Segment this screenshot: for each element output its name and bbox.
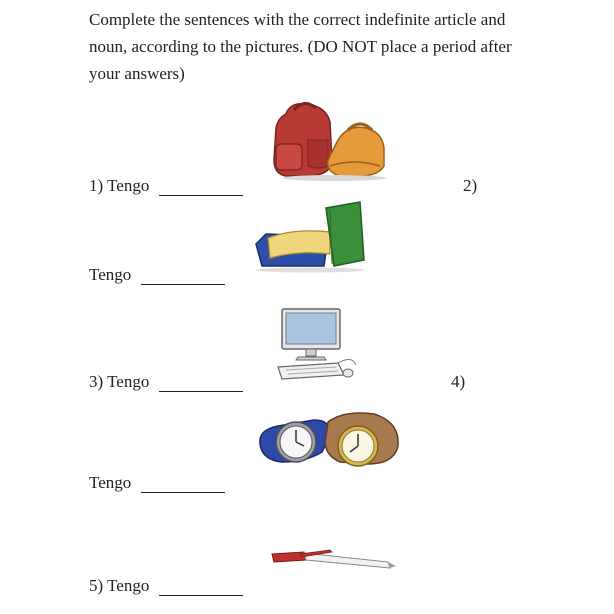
- sentence-4: [89, 473, 225, 493]
- answer-3-input[interactable]: [159, 373, 243, 392]
- watches-icon: [256, 408, 404, 474]
- pen-icon: [270, 548, 398, 576]
- sentence-5-prefix: 5) Tengo: [89, 576, 150, 595]
- answer-2-input[interactable]: [141, 266, 225, 285]
- sentence-3: [89, 372, 243, 392]
- answer-1-input[interactable]: [159, 177, 243, 196]
- sentence-1-prefix: 1) Tengo: [89, 176, 150, 195]
- sentence-2-prefix: Tengo: [89, 265, 132, 284]
- item-4-number: 4): [451, 372, 466, 391]
- answer-4-input[interactable]: [141, 474, 225, 493]
- computer-icon: [272, 307, 372, 383]
- sentence-4-prefix: Tengo: [89, 473, 132, 492]
- backpacks-icon: [268, 100, 392, 182]
- sentence-5: [89, 576, 243, 596]
- instructions: Complete the sentences with the correct indefinite article and noun, according to the pictures. (DO NOT place a period after your answers): [89, 10, 512, 83]
- folders-icon: [250, 198, 372, 274]
- sentence-2: [89, 265, 225, 285]
- answer-5-input[interactable]: [159, 577, 243, 596]
- sentence-1: [89, 176, 243, 196]
- item-2-number: 2): [463, 176, 478, 195]
- sentence-3-prefix: 3) Tengo: [89, 372, 150, 391]
